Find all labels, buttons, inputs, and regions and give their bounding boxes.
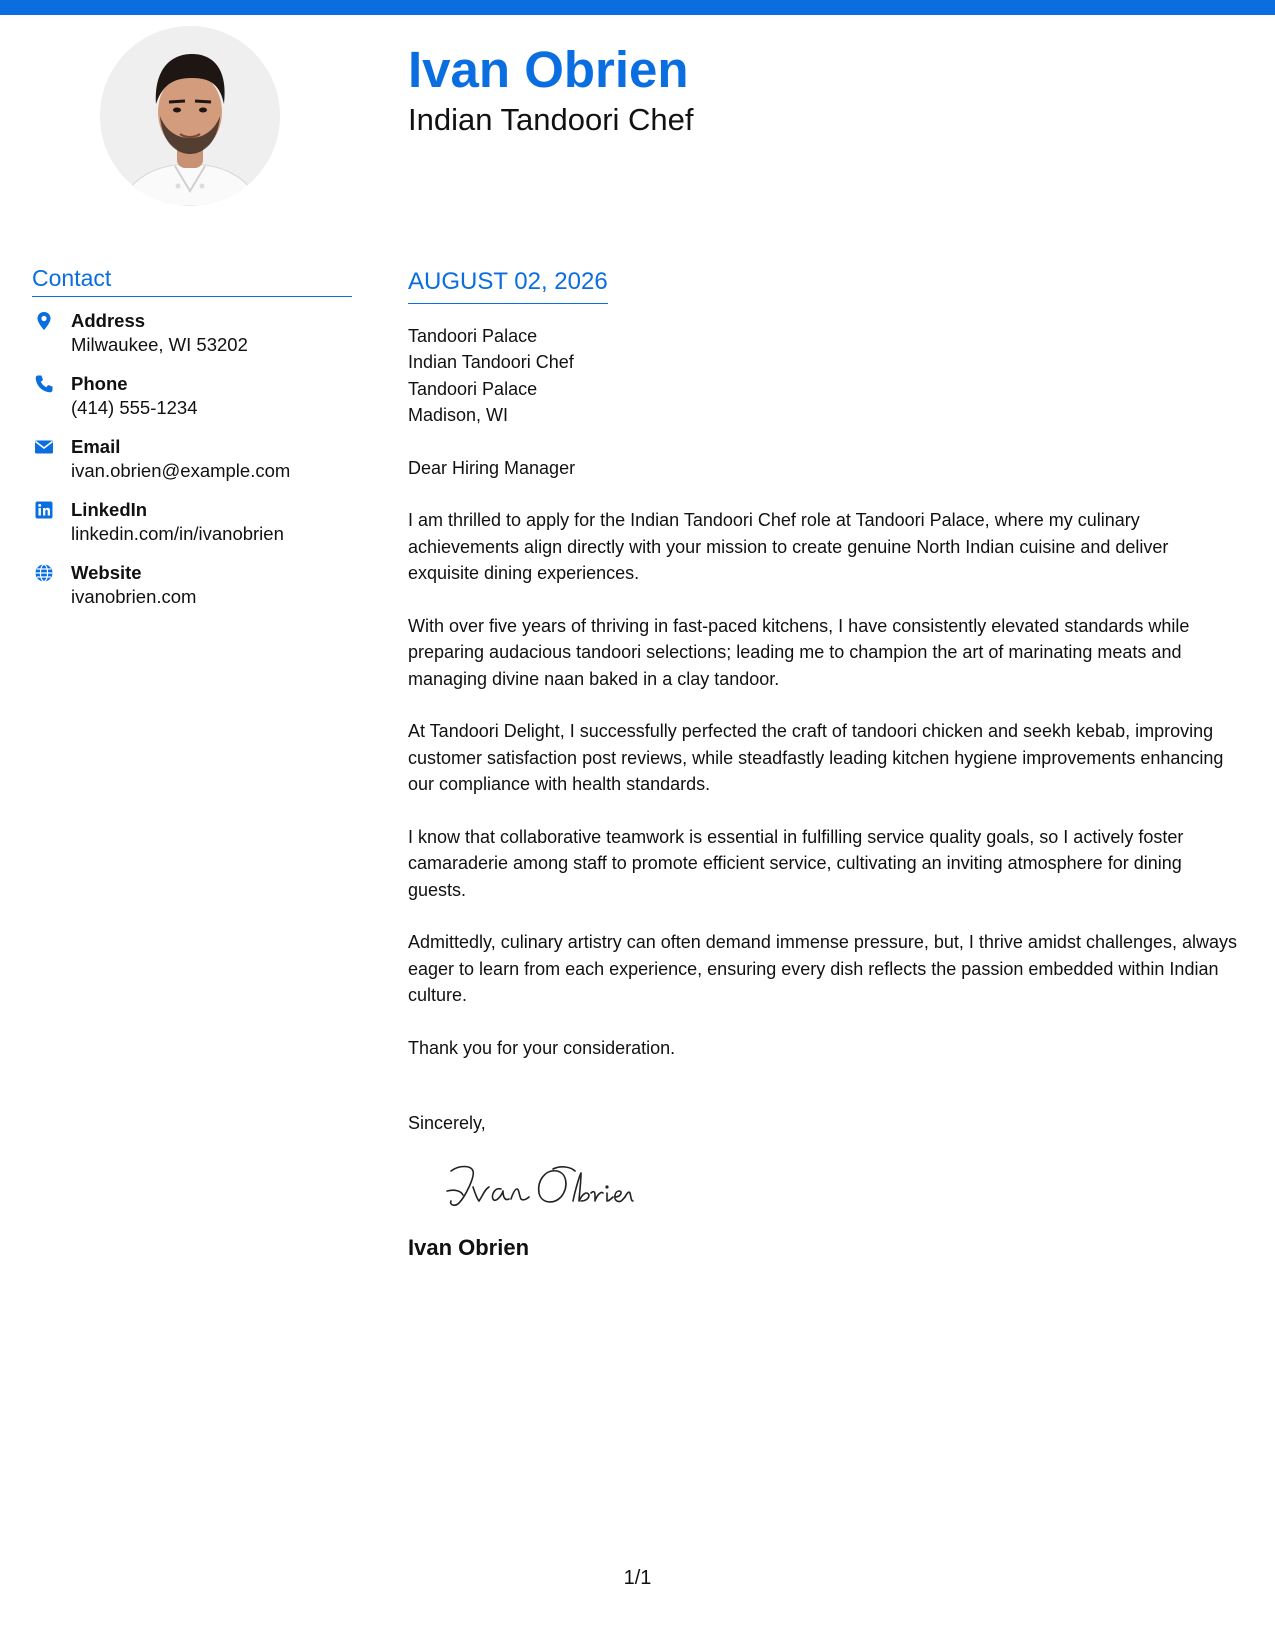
letter-paragraph: I know that collaborative teamwork is essential in fulfilling service quality goals, so I actively foster camaraderie among staff to promote efficient service, cultivating an inviting atmosphere for dining guests. bbox=[408, 826, 1184, 900]
location-pin-icon bbox=[34, 311, 54, 331]
linkedin-value: linkedin.com/in/ivanobrien bbox=[71, 522, 284, 544]
contact-label: Phone bbox=[71, 372, 128, 394]
address-value: Milwaukee, WI 53202 bbox=[71, 333, 248, 355]
phone-icon bbox=[34, 374, 54, 394]
contact-item-address bbox=[32, 309, 352, 372]
letter-paragraph: With over five years of thriving in fast-paced kitchens, I have consistently elevated standards while preparing audacious tandoori selections; leading me to champion the art of marinating meats and managing divine naan baked in a clay tandoor. bbox=[408, 615, 1190, 689]
letter-paragraph: I am thrilled to apply for the Indian Tandoori Chef role at Tandoori Palace, where my culinary achievements align directly with your mission to create genuine North Indian cuisine and deliver exquisite dining experiences. bbox=[408, 510, 1169, 584]
envelope-icon bbox=[34, 437, 54, 457]
signed-name: Ivan Obrien bbox=[408, 1234, 530, 1260]
phone-value: (414) 555-1234 bbox=[71, 396, 198, 418]
handwritten-signature bbox=[445, 1157, 635, 1217]
contact-item-phone bbox=[32, 372, 352, 435]
recipient-block bbox=[408, 323, 1238, 429]
contact-item-linkedin bbox=[32, 498, 352, 561]
closing: Sincerely, bbox=[408, 1113, 486, 1134]
contact-item-website bbox=[32, 561, 352, 624]
letter-paragraph: At Tandoori Delight, I successfully perfected the craft of tandoori chicken and seekh kebab, improving customer satisfaction post reviews, while steadfastly leading kitchen hygiene improvements enhancing our compliance with health standards. bbox=[408, 721, 1224, 795]
recipient-line: Indian Tandoori Chef bbox=[408, 352, 574, 373]
page-number: 1/1 bbox=[623, 1567, 652, 1589]
letter-paragraph: Admittedly, culinary artistry can often demand immense pressure, but, I thrive amidst challenges, always eager to learn from each experience, ensuring every dish reflects the passion embedded within Indian culture. bbox=[408, 932, 1238, 1006]
recipient-line: Madison, WI bbox=[408, 405, 509, 426]
globe-icon bbox=[34, 563, 54, 583]
contact-heading: Contact bbox=[32, 265, 352, 297]
contact-sidebar bbox=[32, 265, 352, 624]
recipient-line: Tandoori Palace bbox=[408, 325, 538, 346]
contact-label: LinkedIn bbox=[71, 498, 148, 520]
website-value: ivanobrien.com bbox=[71, 585, 197, 607]
contact-label: Address bbox=[71, 309, 146, 331]
contact-label: Website bbox=[71, 561, 142, 583]
profile-photo bbox=[100, 26, 280, 206]
recipient-line: Tandoori Palace bbox=[408, 378, 538, 399]
email-value: ivan.obrien@example.com bbox=[71, 459, 291, 481]
letter-paragraph: Thank you for your consideration. bbox=[408, 1037, 676, 1058]
letter-date: AUGUST 02, 2026 bbox=[408, 268, 608, 304]
contact-item-email bbox=[32, 435, 352, 498]
applicant-name: Ivan Obrien bbox=[408, 41, 689, 98]
job-title: Indian Tandoori Chef bbox=[408, 102, 694, 137]
linkedin-icon bbox=[34, 500, 54, 520]
contact-label: Email bbox=[71, 435, 121, 457]
letter-body bbox=[408, 268, 1238, 1261]
salutation: Dear Hiring Manager bbox=[408, 457, 576, 478]
top-accent-bar bbox=[0, 0, 1275, 15]
